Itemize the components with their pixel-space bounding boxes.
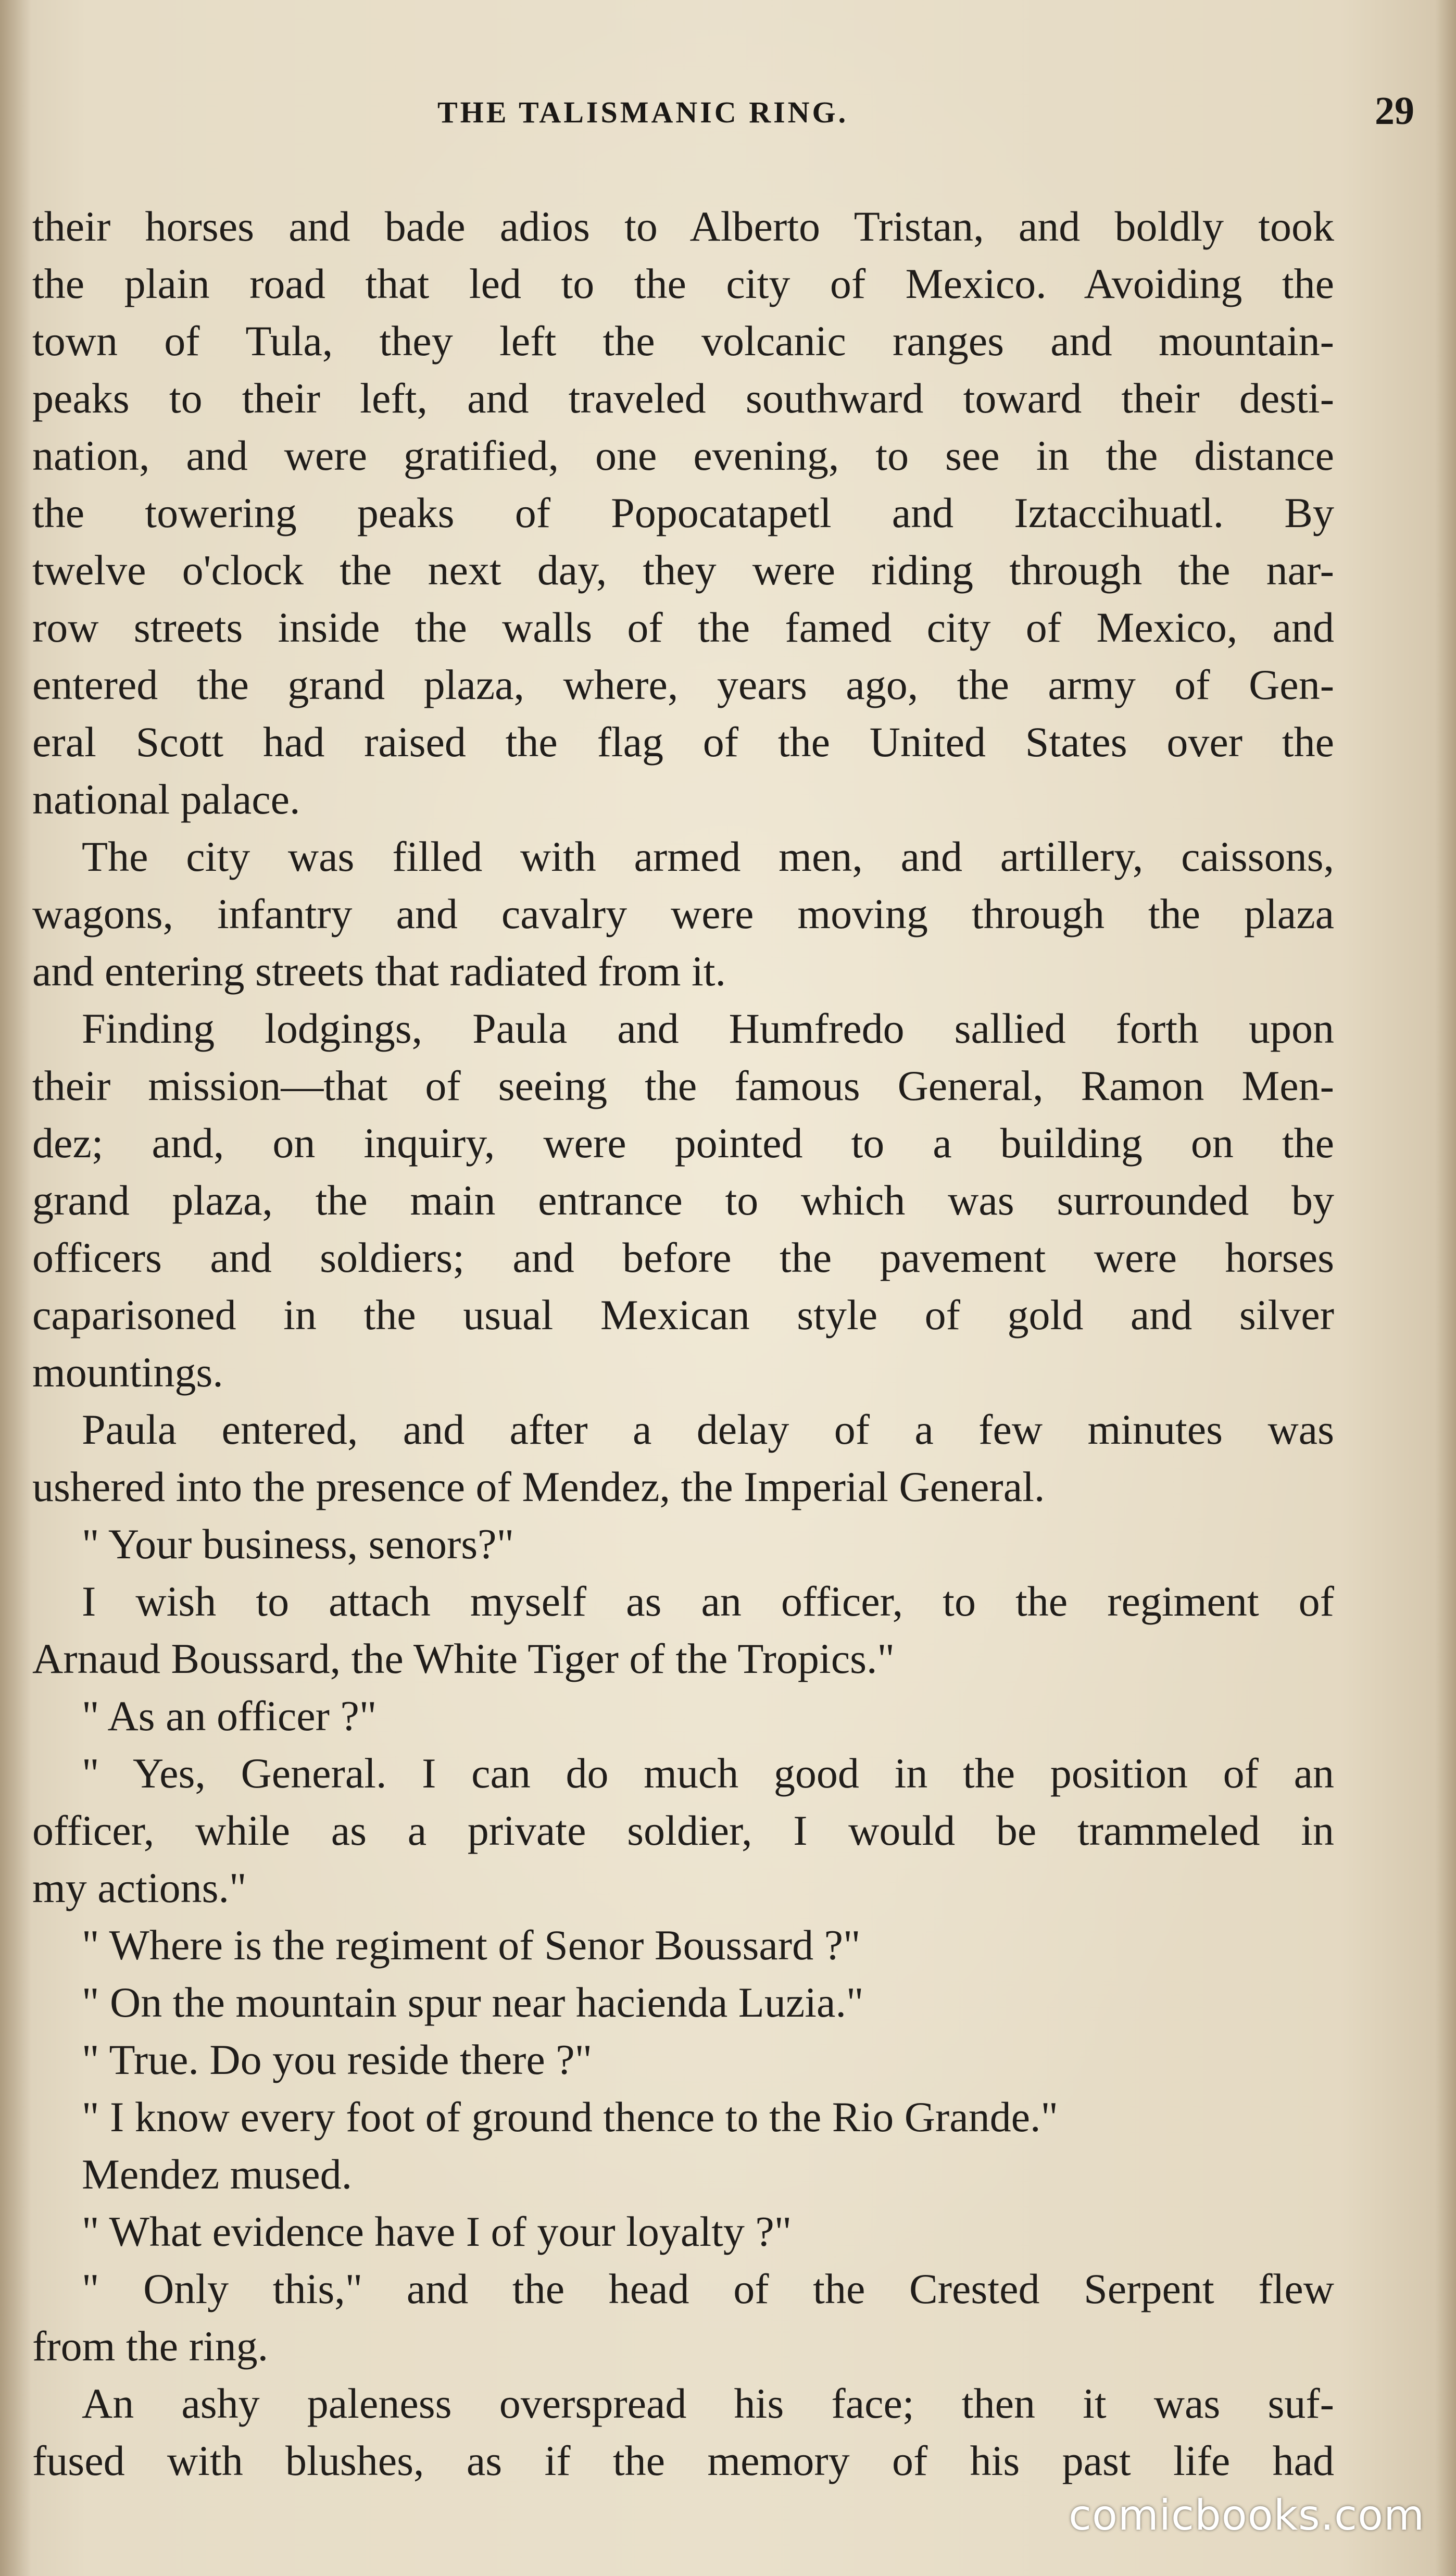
body-text xyxy=(32,198,1334,2490)
text-line: officers and soldiers; and before the pavement were horses xyxy=(32,1234,1334,1281)
text-line: " Your business, senors?" xyxy=(82,1520,514,1568)
text-line: national palace. xyxy=(32,776,300,823)
text-line: " Where is the regiment of Senor Boussard ?" xyxy=(82,1921,861,1969)
text-line: caparisoned in the usual Mexican style of gold and silver xyxy=(32,1291,1334,1339)
text-line: nation, and were gratified, one evening, to see in the distance xyxy=(32,432,1334,479)
text-line: my actions." xyxy=(32,1864,247,1911)
text-line: the towering peaks of Popocatapetl and Iztaccihuatl. By xyxy=(32,489,1334,536)
text-line: " What evidence have I of your loyalty ?" xyxy=(82,2208,792,2255)
text-line: I wish to attach myself as an officer, to the regiment of xyxy=(82,1578,1334,1625)
text-line: ushered into the presence of Mendez, the Imperial General. xyxy=(32,1463,1045,1510)
page-right-edge-shadow xyxy=(1435,0,1456,2576)
text-line: fused with blushes, as if the memory of his past life had xyxy=(32,2437,1334,2484)
text-line: " I know every foot of ground thence to the Rio Grande." xyxy=(82,2093,1058,2141)
text-line: Mendez mused. xyxy=(82,2150,353,2198)
text-line: grand plaza, the main entrance to which was surrounded by xyxy=(32,1177,1334,1224)
running-head: THE TALISMANIC RING. xyxy=(437,95,849,129)
text-line: and entering streets that radiated from it. xyxy=(32,947,726,995)
text-line: town of Tula, they left the volcanic ranges and mountain- xyxy=(32,317,1334,365)
text-line: twelve o'clock the next day, they were riding through the nar- xyxy=(32,546,1334,594)
text-line: Finding lodgings, Paula and Humfredo sallied forth upon xyxy=(82,1005,1334,1052)
text-line: wagons, infantry and cavalry were moving through the plaza xyxy=(32,890,1334,937)
text-line: their mission—that of seeing the famous General, Ramon Men- xyxy=(32,1062,1334,1109)
text-line: mountings. xyxy=(32,1348,223,1396)
page-header xyxy=(31,89,1414,146)
text-line: from the ring. xyxy=(32,2322,269,2370)
page-left-edge-shadow xyxy=(0,0,31,2576)
text-line: " As an officer ?" xyxy=(82,1692,377,1740)
text-line: peaks to their left, and traveled southward toward their desti- xyxy=(32,374,1334,422)
text-line: row streets inside the walls of the famed city of Mexico, and xyxy=(32,604,1334,651)
text-line: " True. Do you reside there ?" xyxy=(82,2036,593,2083)
text-line: Arnaud Boussard, the White Tiger of the Tropics." xyxy=(32,1635,895,1682)
text-line: Paula entered, and after a delay of a few minutes was xyxy=(82,1406,1334,1453)
text-line: their horses and bade adios to Alberto Tristan, and boldly took xyxy=(32,203,1334,250)
page-number: 29 xyxy=(1375,89,1414,133)
text-line: eral Scott had raised the flag of the United States over the xyxy=(32,718,1334,766)
text-line: " Only this," and the head of the Crested Serpent flew xyxy=(82,2265,1334,2312)
text-line: officer, while as a private soldier, I would be trammeled in xyxy=(32,1807,1334,1854)
text-line: the plain road that led to the city of Mexico. Avoiding the xyxy=(32,260,1334,307)
text-line: The city was filled with armed men, and artillery, caissons, xyxy=(82,833,1334,880)
watermark: comicbooks.com xyxy=(1068,2491,1425,2540)
text-line: " Yes, General. I can do much good in the position of an xyxy=(82,1749,1334,1797)
text-line: " On the mountain spur near hacienda Luzia." xyxy=(82,1979,864,2026)
text-line: An ashy paleness overspread his face; then it was suf- xyxy=(82,2380,1334,2427)
text-line: dez; and, on inquiry, were pointed to a building on the xyxy=(32,1119,1334,1167)
text-line: entered the grand plaza, where, years ago, the army of Gen- xyxy=(32,661,1334,708)
